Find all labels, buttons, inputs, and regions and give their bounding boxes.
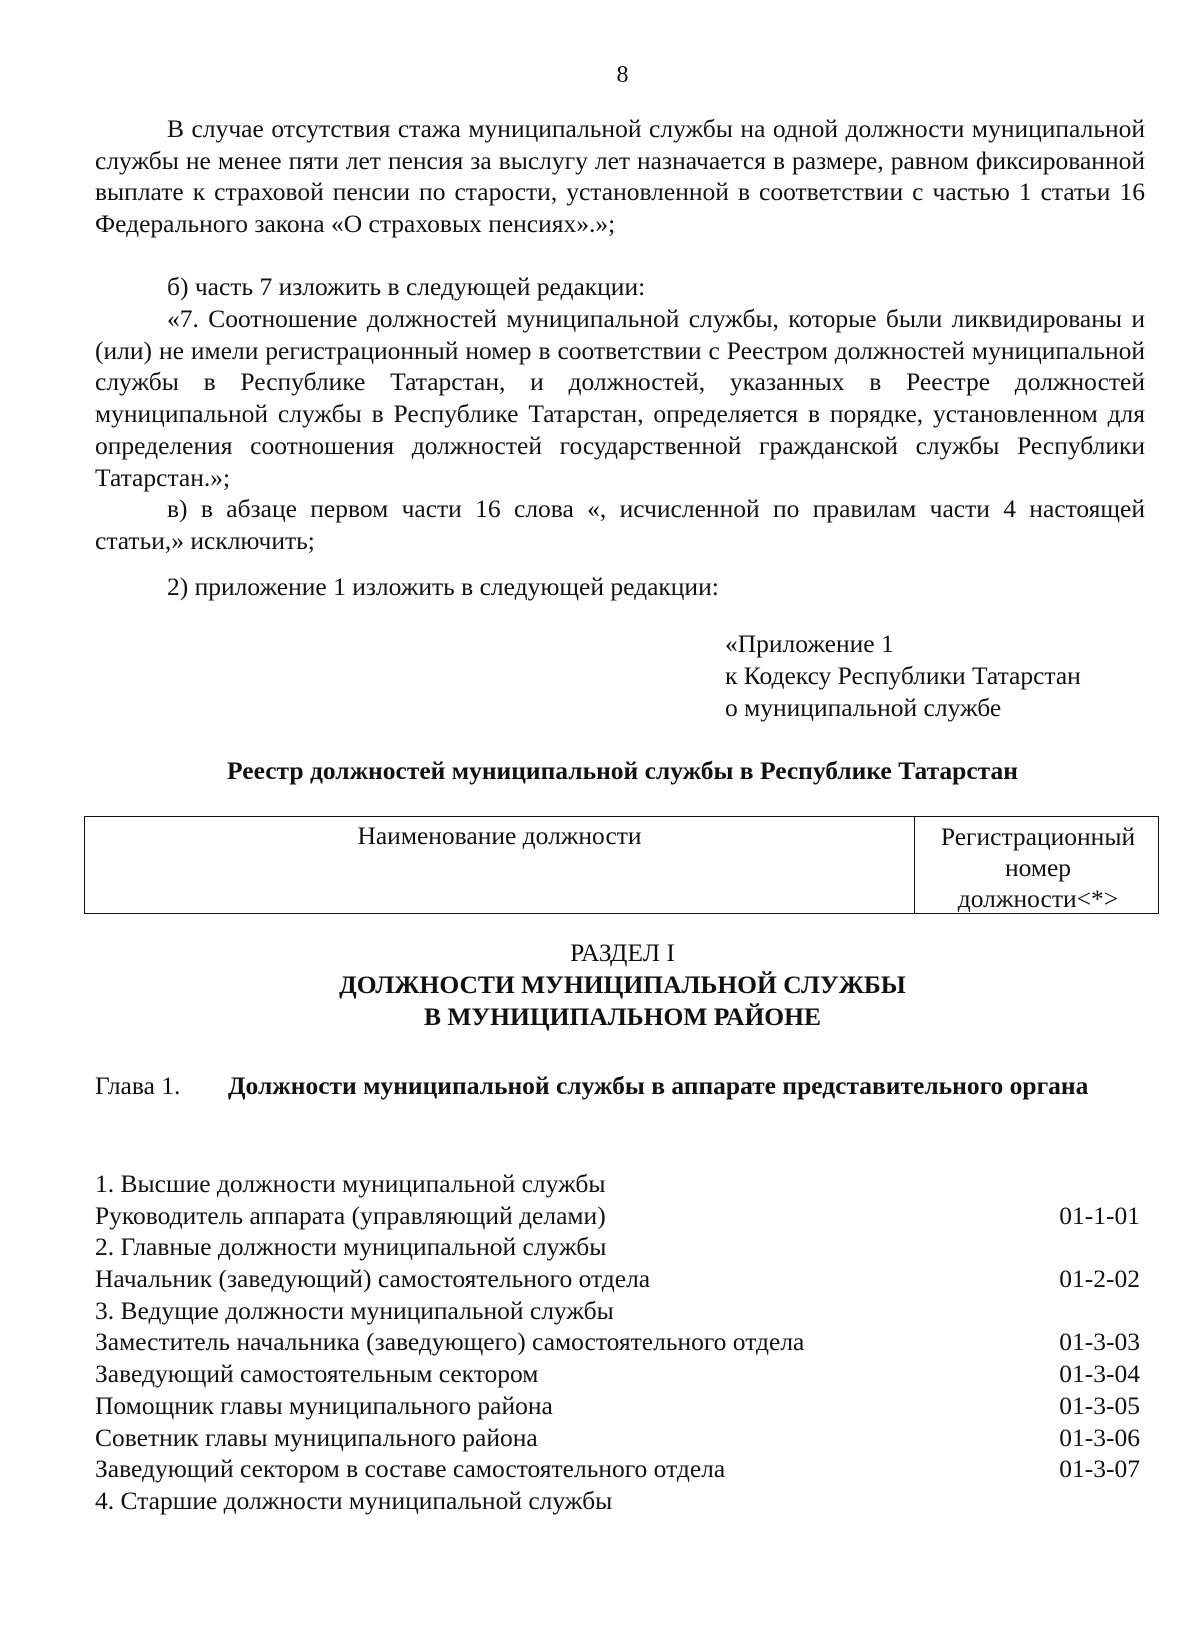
column-divider [914, 817, 915, 913]
section-title: ДОЛЖНОСТИ МУНИЦИПАЛЬНОЙ СЛУЖБЫ [339, 970, 906, 999]
paragraph-pension-rule: В случае отсутствия стажа муниципальной службы на одной должности муниципальной службы не менее пяти лет пенсия за выслугу лет назначается в размере, равном фиксированной выплате к страховой пенсии по старости, установленной в соответствии с частью 1 статьи 16 Федерального закона «О страховых пенсиях».»; [95, 114, 1145, 239]
paragraph-appendix-instruction: 2) приложение 1 изложить в следующей редакции: [167, 572, 719, 601]
position-name: Заведующий самостоятельным сектором [95, 1359, 539, 1389]
position-group-heading: 1. Высшие должности муниципальной службы [95, 1169, 606, 1198]
position-code: 01-3-05 [1059, 1390, 1140, 1420]
appendix-line: о муниципальной службе [725, 693, 1002, 722]
list-item [95, 1295, 1140, 1327]
registry-header-table [84, 816, 1159, 914]
list-item [95, 1200, 1140, 1232]
chapter-title: Должности муниципальной службы в аппарате представительного органа [228, 1071, 1089, 1100]
position-name: Советник главы муниципального района [95, 1422, 538, 1452]
section-label: РАЗДЕЛ I [570, 938, 675, 967]
list-item [95, 1390, 1140, 1422]
list-item [95, 1358, 1140, 1390]
appendix-reference [725, 628, 1081, 724]
position-name: Заведующий сектором в составе самостоятельного отдела [95, 1454, 726, 1484]
position-code: 01-3-06 [1059, 1422, 1140, 1452]
position-name: Руководитель аппарата (управляющий делами) [95, 1200, 606, 1230]
appendix-line: к Кодексу Республики Татарстан [725, 661, 1081, 690]
page-number: 8 [616, 62, 629, 88]
position-name: Помощник главы муниципального района [95, 1390, 553, 1420]
registration-number-column-header [916, 821, 1160, 914]
list-item [95, 1485, 1140, 1517]
positions-list [95, 1168, 1140, 1517]
list-item [95, 1263, 1140, 1295]
position-group-heading: 3. Ведущие должности муниципальной службы [95, 1295, 614, 1325]
position-name-column-header: Наименование должности [357, 821, 642, 850]
list-item [95, 1453, 1140, 1485]
list-item [95, 1326, 1140, 1358]
header-line: номер [1004, 853, 1072, 882]
paragraph-part-7-text: «7. Соотношение должностей муниципальной службы, которые были ликвидированы и (или) не имели регистрационный номер в соответствии с Реестром должностей муниципальной службы в Республике Татарстан, и должностей, указанных в Реестре должностей муниципальной службы в Республике Татарстан, определяется в порядке, установленном для определения соотношения должностей государственной гражданской службы Республики Татарстан.»; [95, 304, 1145, 492]
position-group-heading: 2. Главные должности муниципальной службы [95, 1232, 607, 1262]
list-item [95, 1168, 1140, 1200]
position-code: 01-3-04 [1059, 1359, 1140, 1389]
position-code: 01-3-03 [1059, 1327, 1140, 1357]
position-group-heading: 4. Старшие должности муниципальной службы [95, 1485, 613, 1515]
position-code: 01-2-02 [1059, 1264, 1140, 1294]
position-code: 01-1-01 [1059, 1200, 1140, 1230]
chapter-label: Глава 1. [95, 1071, 181, 1100]
registry-title: Реестр должностей муниципальной службы в Республике Татарстан [227, 756, 1018, 785]
header-line: Регистрационный [940, 822, 1136, 851]
position-name: Заместитель начальника (заведующего) самостоятельного отдела [95, 1327, 805, 1357]
paragraph-part-7-instruction: б) часть 7 изложить в следующей редакции: [167, 272, 646, 301]
list-item [95, 1422, 1140, 1454]
position-code: 01-3-07 [1059, 1454, 1140, 1484]
paragraph-part-16-instruction: в) в абзаце первом части 16 слова «, исчисленной по правилам части 4 настоящей статьи,» исключить; [95, 494, 1145, 555]
position-name: Начальник (заведующий) самостоятельного отдела [95, 1264, 651, 1294]
section-title: В МУНИЦИПАЛЬНОМ РАЙОНЕ [424, 1002, 821, 1031]
appendix-line: «Приложение 1 [725, 629, 894, 658]
list-item [95, 1231, 1140, 1263]
header-line: должности<*> [957, 884, 1119, 913]
